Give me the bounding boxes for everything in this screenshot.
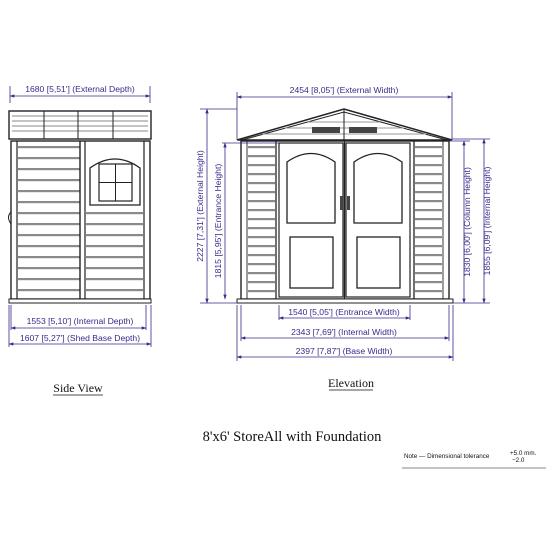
external-height-label: 2227 [7,31'] (External Height) [195,150,205,262]
siding-line [415,236,442,238]
side-window [90,159,140,205]
siding-line [18,190,80,192]
tolerance-note [402,450,546,468]
siding-line [248,272,275,274]
siding-line [415,290,442,292]
siding-line [18,179,80,181]
shed-base-depth-label: 1607 [5,27'] (Shed Base Depth) [19,333,141,343]
siding-line [415,263,442,265]
siding-line [415,155,442,157]
siding-line [248,191,275,193]
siding-line [415,209,442,211]
siding-line [18,245,80,247]
siding-line [18,267,80,269]
siding-line [415,218,442,220]
siding-line [18,234,80,236]
siding-line [415,191,442,193]
entrance-width-label: 1540 [5,05'] (Entrance Width) [288,307,400,317]
siding-line [18,289,80,291]
siding-line [18,168,80,170]
siding-line [86,278,143,280]
door-handle-left [340,196,343,210]
siding-line [86,223,143,225]
internal-depth-label: 1553 [5,10'] (Internal Depth) [26,316,134,326]
siding-line [415,245,442,247]
external-width-label: 2454 [8,05'] (External Width) [289,85,399,95]
door-handle-right [347,196,350,210]
siding-line [415,281,442,283]
siding-line [248,227,275,229]
elevation-view [195,85,492,361]
siding-line [18,201,80,203]
roof-vent-slats [12,116,148,131]
siding-line [86,289,143,291]
side-view-caption: Side View [53,381,103,395]
siding-line [248,146,275,148]
gable-vent-left [312,127,340,133]
siding-line [18,157,80,159]
internal-width-label: 2343 [7,69'] (Internal Width) [291,327,397,337]
tolerance-plus: +5.0 mm. [510,450,537,457]
siding-line [248,200,275,202]
siding-line [86,245,143,247]
base-width-label: 2397 [7,87'] (Base Width) [295,346,393,356]
elevation-caption: Elevation [328,376,374,390]
siding-line [86,212,143,214]
siding-line [248,155,275,157]
side-base [9,299,151,303]
siding-line [248,209,275,211]
siding-line [415,173,442,175]
siding-line [248,164,275,166]
siding-line [415,164,442,166]
siding-line [415,227,442,229]
tolerance-note-text: Note — Dimensional tolerance [404,453,490,460]
side-roof-band [9,111,151,139]
front-base [237,299,453,303]
column-height-label: 1830 [6,00'] (Column Height) [462,167,472,277]
siding-line [248,254,275,256]
siding-line [415,272,442,274]
internal-height-label: 1855 [6,09'] (Internal Height) [482,166,492,276]
side-view [9,84,152,347]
siding-line [415,146,442,148]
siding-line [18,146,80,148]
siding-line [18,223,80,225]
siding-line [86,256,143,258]
siding-line [18,278,80,280]
siding-line [248,290,275,292]
siding-line [248,218,275,220]
siding-line [248,173,275,175]
right-column-panels [415,146,442,292]
siding-line [248,236,275,238]
drawing-title: 8'x6' StoreAll with Foundation [202,429,382,445]
siding-line [86,267,143,269]
siding-line [248,263,275,265]
gable-vent-right [349,127,377,133]
siding-line [18,212,80,214]
entrance-height-label: 1815 [5,95'] (Entrance Height) [213,163,223,279]
siding-line [415,254,442,256]
siding-line [248,281,275,283]
siding-line [86,234,143,236]
siding-line [248,182,275,184]
siding-line [415,182,442,184]
tolerance-minus: −2.0 [512,457,525,464]
siding-line [18,256,80,258]
left-column-panels [248,146,275,292]
siding-line [248,245,275,247]
siding-line [415,200,442,202]
external-depth-label: 1680 [5,51'] (External Depth) [25,84,135,94]
